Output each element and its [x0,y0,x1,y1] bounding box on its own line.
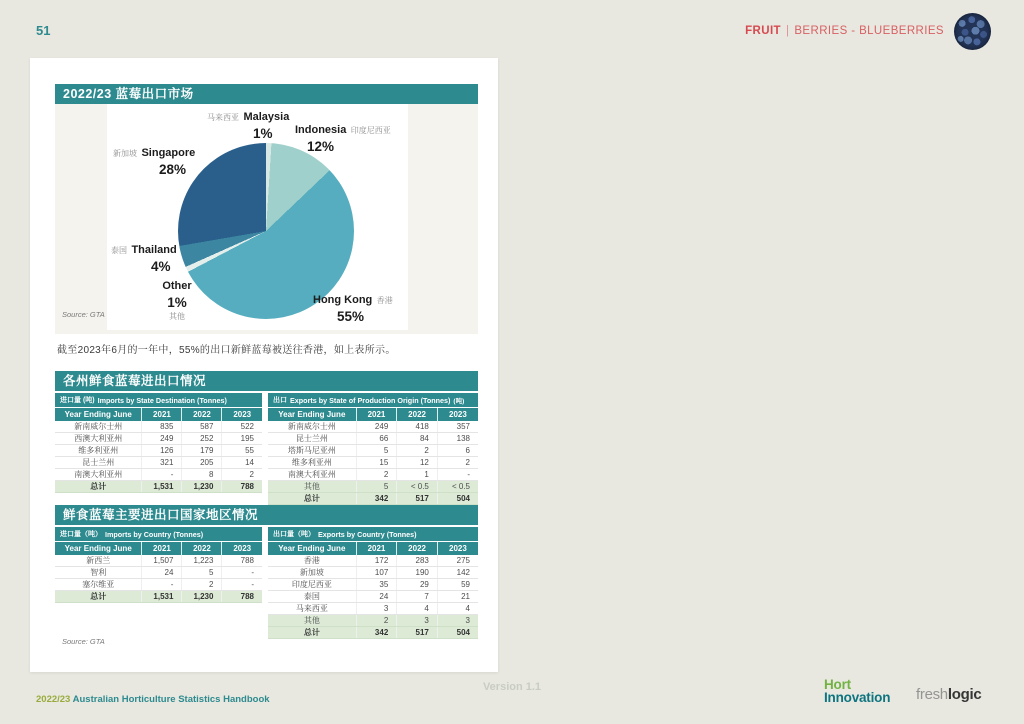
pie-label-malaysia [207,107,289,141]
cell-value: 587 [182,421,222,433]
cell-value: < 0.5 [397,481,438,493]
cell-value: 1,507 [142,555,182,567]
table-header-row [268,542,478,555]
row-label: 昆士兰州 [55,457,142,469]
pie-label-indonesia [295,120,391,154]
row-label: 昆士兰州 [268,433,356,445]
col-header: 2022 [182,542,222,555]
freshlogic-logic: logic [947,686,982,703]
table-row [268,603,478,615]
row-label: 总计 [268,627,356,639]
table-row [55,579,262,591]
chart-source: Source: GTA [62,310,105,319]
cell-value: 4 [397,603,438,615]
table-row [268,493,478,505]
cell-value: 5 [356,481,397,493]
row-label: 南澳大利亚州 [55,469,142,481]
col-header: 2023 [222,542,262,555]
cell-value: 66 [356,433,397,445]
label-zh: 印度尼西亚 [350,126,391,135]
label-zh: 马来西亚 [207,113,239,122]
pie-label-other [153,276,201,322]
table-row [268,433,478,445]
cell-value: 2 [437,457,478,469]
label-en: Malaysia [243,111,290,123]
row-label: 新南威尔士州 [268,421,356,433]
cell-value: 126 [142,445,182,457]
row-label: 新加坡 [268,567,356,579]
cell-value: 357 [437,421,478,433]
row-label: 塞尔维亚 [55,579,142,591]
cell-value: 7 [397,591,438,603]
table-row [268,469,478,481]
cell-value: 2 [356,469,397,481]
cell-value: 59 [437,579,478,591]
col-header: 2023 [437,408,478,421]
table-title-zh: 出口量（吨） [273,531,315,538]
table-row [268,579,478,591]
table-header-row [268,408,478,421]
cell-value: 15 [356,457,397,469]
cell-value: 2 [222,469,262,481]
label-en: Hong Kong [313,294,373,306]
cell-value: 418 [397,421,438,433]
label-en: Other [162,280,192,292]
cell-value: 205 [182,457,222,469]
cell-value: 2 [356,615,397,627]
cell-value: 1,230 [182,481,222,493]
cell-value: 249 [142,433,182,445]
label-pct: 55% [337,309,365,324]
table-row [55,445,262,457]
cell-value: 3 [356,603,397,615]
label-en: Thailand [131,244,177,256]
cell-value: - [142,579,182,591]
cell-value: 138 [437,433,478,445]
cell-value: 1,531 [142,481,182,493]
cell-value: 283 [397,555,438,567]
cell-value: 8 [182,469,222,481]
table-title-zh: 出口 [273,397,287,404]
row-label: 维多利亚州 [55,445,142,457]
label-pct: 1% [167,295,187,310]
freshlogic-fresh: fresh [916,686,948,703]
table-title-bar [268,393,478,407]
exports-by-state-table [268,393,478,505]
cell-value: 5 [182,567,222,579]
blueberries-icon [954,13,991,50]
section-states-title-bar: 各州鲜食蓝莓进出口情况 [55,371,478,391]
cell-value: 172 [356,555,397,567]
cell-value: 12 [397,457,438,469]
cell-value: 504 [437,627,478,639]
cell-value: 252 [182,433,222,445]
table-row [268,421,478,433]
col-header: Year Ending June [55,408,142,421]
cell-value: 342 [356,493,397,505]
table-row [268,567,478,579]
handbook-title: Australian Horticulture Statistics Handbook [72,694,270,705]
cell-value: 2 [182,579,222,591]
table-row [55,481,262,493]
handbook-footer [36,694,270,705]
cell-value: 3 [397,615,438,627]
table-title-zh: 进口量 (吨) [60,397,95,404]
cell-value: 275 [437,555,478,567]
cell-value: 321 [142,457,182,469]
cell-value: - [222,567,262,579]
col-header: Year Ending June [268,408,356,421]
content-panel [30,58,498,672]
table-row [268,615,478,627]
page-number: 51 [36,23,51,38]
cell-value: 1,230 [182,591,222,603]
table-row [55,421,262,433]
cell-value: 14 [222,457,262,469]
breadcrumb-subcategory: BERRIES - BLUEBERRIES [794,25,944,37]
table-row [268,627,478,639]
table-row [55,567,262,579]
cell-value: 788 [222,555,262,567]
cell-value: 24 [356,591,397,603]
cell-value: 2 [397,445,438,457]
imports-by-country-table [55,527,262,639]
label-zh: 新加坡 [113,149,137,158]
cell-value: 504 [437,493,478,505]
table-row [55,433,262,445]
label-en: Indonesia [295,124,347,136]
row-label: 其他 [268,615,356,627]
label-pct: 4% [151,259,171,274]
cell-value: 21 [437,591,478,603]
col-header: 2021 [142,542,182,555]
row-label: 西澳大利亚州 [55,433,142,445]
tables-source: Source: GTA [62,637,105,646]
table-title-bar [55,527,262,541]
cell-value: < 0.5 [437,481,478,493]
cell-value: 195 [222,433,262,445]
cell-value: 1,223 [182,555,222,567]
row-label: 新南威尔士州 [55,421,142,433]
table-row [268,591,478,603]
cell-value: 788 [222,591,262,603]
table-title-en: Exports by Country (Tonnes) [318,529,417,539]
table-row [55,469,262,481]
col-header: Year Ending June [55,542,142,555]
table-row [268,481,478,493]
section-countries-title-bar: 鲜食蓝莓主要进出口国家地区情况 [55,505,478,525]
pie-label-hong-kong [313,290,393,324]
handbook-year: 2022/23 [36,694,71,705]
label-zh: 泰国 [111,246,127,255]
table-row [268,445,478,457]
cell-value: 24 [142,567,182,579]
table-row [55,555,262,567]
state-tables-row [55,393,478,505]
hort-innovation-logo [824,679,890,705]
row-label: 总计 [55,591,142,603]
breadcrumb [745,25,944,37]
cell-value: 107 [356,567,397,579]
label-zh: 其他 [169,312,185,321]
cell-value: 517 [397,627,438,639]
label-pct: 1% [253,126,273,141]
cell-value: 84 [397,433,438,445]
hort-logo-line2: Innovation [824,689,891,705]
row-label: 香港 [268,555,356,567]
col-header: 2023 [222,408,262,421]
col-header: 2021 [142,408,182,421]
cell-value: 4 [437,603,478,615]
pie-chart-block [55,104,478,334]
col-header: 2022 [397,408,438,421]
row-label: 维多利亚州 [268,457,356,469]
table-header-row [55,542,262,555]
cell-value: 342 [356,627,397,639]
cell-value: 522 [222,421,262,433]
cell-value: 788 [222,481,262,493]
table-title-en: Imports by Country (Tonnes) [105,529,204,539]
table-title-en: Imports by State Destination (Tonnes) [97,395,227,405]
chart-title-bar: 2022/23 蓝莓出口市场 [55,84,478,104]
table-title-zh: 进口量（吨） [60,531,102,538]
table-row [55,591,262,603]
col-header: 2022 [182,408,222,421]
cell-value: 35 [356,579,397,591]
cell-value: 6 [437,445,478,457]
hort-logo-line1: Hort [824,677,851,692]
table-title-bar [55,393,262,407]
col-header: Year Ending June [268,542,356,555]
cell-value: 179 [182,445,222,457]
breadcrumb-category: FRUIT [745,25,781,37]
cell-value: 1,531 [142,591,182,603]
cell-value: 249 [356,421,397,433]
label-pct: 12% [307,139,335,154]
row-label: 新西兰 [55,555,142,567]
cell-value: - [222,579,262,591]
col-header: 2021 [356,542,397,555]
cell-value: 142 [437,567,478,579]
exports-by-country-table [268,527,478,639]
version-label: Version 1.1 [482,681,542,693]
breadcrumb-divider: | [785,25,790,37]
col-header: 2023 [437,542,478,555]
cell-value: 517 [397,493,438,505]
row-label: 泰国 [268,591,356,603]
country-tables-row [55,527,478,639]
row-label: 其他 [268,481,356,493]
table-title-bar [268,527,478,541]
row-label: 塔斯马尼亚州 [268,445,356,457]
cell-value: 1 [397,469,438,481]
table-row [268,555,478,567]
row-label: 印度尼西亚 [268,579,356,591]
chart-caption: 截至2023年6月的一年中，55%的出口新鲜蓝莓被送往香港，如上表所示。 [57,345,396,356]
label-pct: 28% [159,162,187,177]
cell-value: 5 [356,445,397,457]
table-row [55,457,262,469]
col-header: 2022 [397,542,438,555]
row-label: 南澳大利亚州 [268,469,356,481]
cell-value: 190 [397,567,438,579]
pie-label-singapore [113,143,195,177]
table-title-suffix: (吨) [453,397,465,405]
table-header-row [55,408,262,421]
label-zh: 香港 [376,296,393,305]
row-label: 马来西亚 [268,603,356,615]
table-title-en: Exports by State of Production Origin (Tonnes) [290,395,451,405]
row-label: 智利 [55,567,142,579]
cell-value: - [142,469,182,481]
cell-value: 3 [437,615,478,627]
freshlogic-logo [916,686,981,703]
row-label: 总计 [55,481,142,493]
cell-value: 835 [142,421,182,433]
label-en: Singapore [141,147,196,159]
row-label: 总计 [268,493,356,505]
col-header: 2021 [356,408,397,421]
pie-label-thailand [111,240,177,274]
table-row [268,457,478,469]
imports-by-state-table [55,393,262,505]
cell-value: 55 [222,445,262,457]
cell-value: 29 [397,579,438,591]
cell-value: - [437,469,478,481]
